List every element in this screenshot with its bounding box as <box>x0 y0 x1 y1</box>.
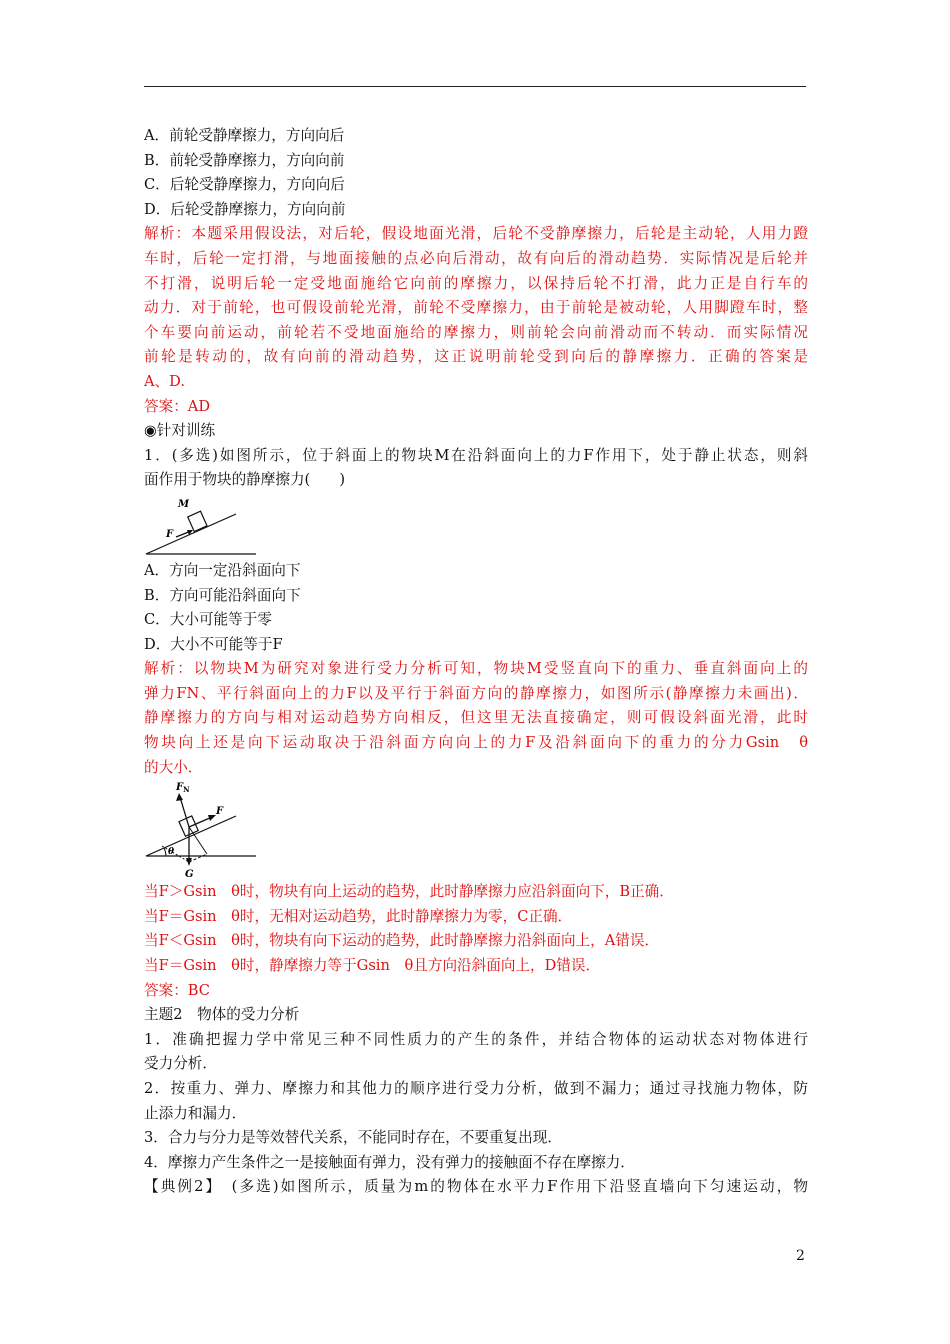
point-line: 4．摩擦力产生条件之一是接触面有弹力，没有弹力的接触面不存在摩擦力． <box>144 1153 635 1171</box>
option-d: D．后轮受静摩擦力，方向向前 <box>144 200 346 218</box>
case-line: 当F＜Gsin θ时，物块有向下运动的趋势，此时静摩擦力沿斜面向上，A错误． <box>144 932 660 950</box>
analysis-line: 不打滑，说明后轮一定受地面施给它向前的摩擦力，以保持后轮不打滑，此力正是自行车的 <box>144 274 808 292</box>
option-b: B．前轮受静摩擦力，方向向前 <box>144 151 345 169</box>
page-number: 2 <box>796 1248 805 1264</box>
incline-figure <box>144 493 808 559</box>
answer-label: 答案：BC <box>144 981 210 999</box>
case-line: 当F＝Gsin θ时，静摩擦力等于Gsin θ且方向沿斜面向上，D错误． <box>144 957 601 975</box>
point-line: 2．按重力、弹力、摩擦力和其他力的顺序进行受力分析，做到不漏力；通过寻找施力物体，防 <box>144 1080 808 1097</box>
point-line: 1．准确把握力学中常见三种不同性质力的产生的条件，并结合物体的运动状态对物体进行 <box>144 1030 808 1048</box>
point-line: 止添力和漏力． <box>144 1104 247 1122</box>
point-line: 受力分析． <box>144 1055 217 1073</box>
analysis-line: 解析：以物块M为研究对象进行受力分析可知，物块M受竖直向下的重力、垂直斜面向上的 <box>144 660 808 678</box>
topic2-title: 主题2 物体的受力分析 <box>144 1006 300 1024</box>
q0-options <box>144 124 808 222</box>
analysis-line: 物块向上还是向下运动取决于沿斜面方向向上的力F及沿斜面向下的重力的分力Gsin θ <box>144 734 808 752</box>
analysis-line: 前轮是转动的，故有向前的滑动趋势，这正说明前轮受到向后的静摩擦力．正确的答案是 <box>144 348 808 366</box>
label-f: F <box>216 806 224 818</box>
document-body <box>144 124 808 1200</box>
label-f: F <box>166 528 174 540</box>
analysis-line: 个车要向前运动，前轮若不受地面施给的摩擦力，则前轮会向前滑动而不转动．而实际情况 <box>144 323 808 341</box>
q1-stem <box>144 444 808 493</box>
topic2-points <box>144 1028 808 1176</box>
analysis-line: 的大小． <box>144 758 203 776</box>
analysis-line: 车时，后轮一定打滑，与地面接触的点必向后滑动，故有向后的滑动趋势．实际情况是后轮并 <box>144 249 808 267</box>
answer-label: 答案：AD <box>144 397 211 415</box>
label-fn <box>175 782 190 794</box>
q1-options <box>144 559 808 657</box>
q1-analysis <box>144 657 808 780</box>
incline-diagram <box>146 499 256 554</box>
option-b: B．方向可能沿斜面向下 <box>144 586 301 604</box>
header-rule <box>144 86 806 87</box>
option-a: A．方向一定沿斜面向下 <box>144 561 301 579</box>
option-d: D．大小不可能等于F <box>144 635 283 653</box>
section-training-heading: ◉针对训练 <box>144 422 216 440</box>
example2-line: 【典例2】 (多选)如图所示，质量为m的物体在水平力F作用下沿竖直墙向下匀速运动，物 <box>144 1178 808 1196</box>
point-line: 3．合力与分力是等效替代关系，不能同时存在，不要重复出现． <box>144 1129 562 1147</box>
label-fn-main: F <box>176 782 184 794</box>
question-line: 1．(多选)如图所示，位于斜面上的物块M在沿斜面向上的力F作用下，处于静止状态，则斜 <box>144 446 808 464</box>
option-a: A．前轮受静摩擦力，方向向后 <box>144 127 345 144</box>
q1-cases <box>144 880 808 1003</box>
analysis-line: A、D. <box>144 372 185 390</box>
label-theta: θ <box>168 847 175 858</box>
force-figure <box>144 780 808 880</box>
analysis-line: 静摩擦力的方向与相对运动趋势方向相反，但这里无法直接确定，则可假设斜面光滑，此时 <box>144 709 808 727</box>
case-line: 当F＝Gsin θ时，无相对运动趋势，此时静摩擦力为零，C正确． <box>144 907 573 925</box>
label-fn-sub: N <box>183 785 190 795</box>
option-c: C．大小可能等于零 <box>144 611 272 629</box>
q0-analysis <box>144 222 808 419</box>
label-g: G <box>185 869 194 881</box>
force-diagram <box>146 782 256 880</box>
analysis-line: 解析：本题采用假设法，对后轮，假设地面光滑，后轮不受静摩擦力，后轮是主动轮，人用力蹬 <box>144 225 808 243</box>
label-m: M <box>178 498 190 510</box>
analysis-line: 动力．对于前轮，也可假设前轮光滑，前轮不受摩擦力，由于前轮是被动轮，人用脚蹬车时，整 <box>144 299 808 317</box>
option-c: C．后轮受静摩擦力，方向向后 <box>144 176 345 194</box>
analysis-line: 弹力FN、平行斜面向上的力F以及平行于斜面方向的静摩擦力，如图所示(静摩擦力未画出)． <box>144 684 808 702</box>
question-line: 面作用于物块的静摩擦力( ) <box>144 471 346 489</box>
case-line: 当F＞Gsin θ时，物块有向上运动的趋势，此时静摩擦力应沿斜面向下，B正确． <box>144 883 674 901</box>
